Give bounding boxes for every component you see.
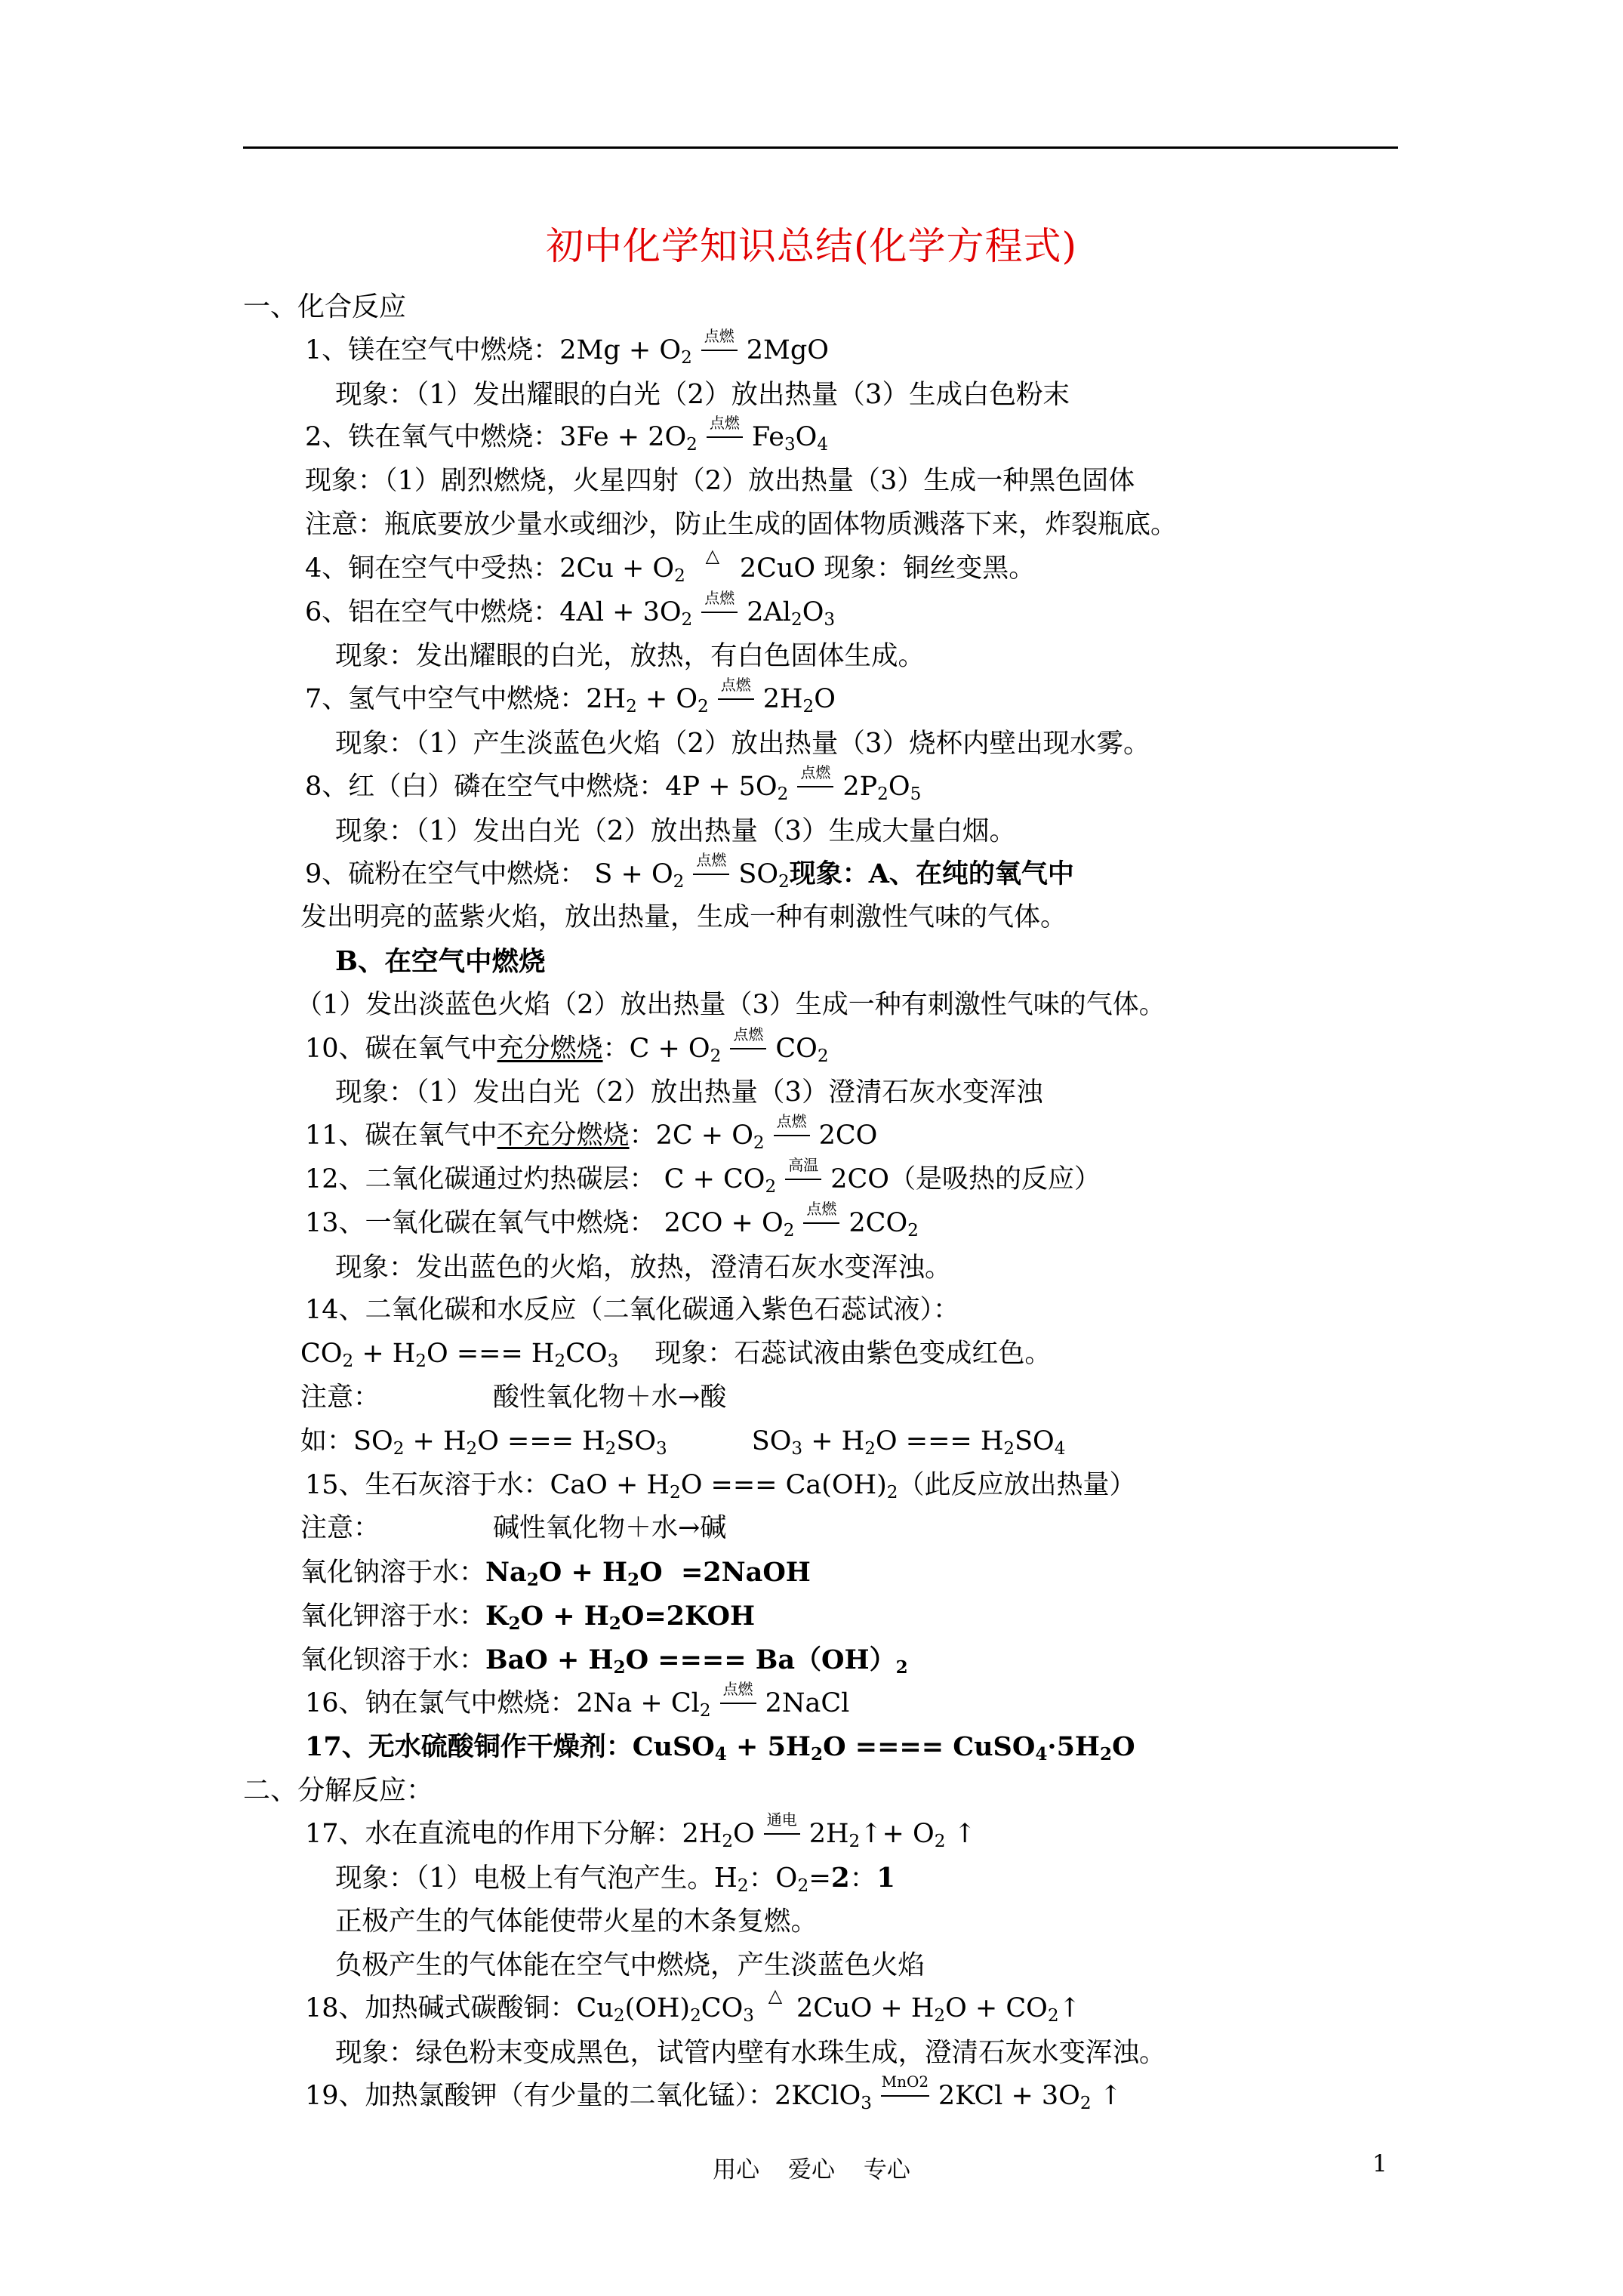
condition-mark: 点燃 — [727, 1028, 769, 1059]
condition-mark: 点燃 — [715, 679, 757, 709]
condition-mark: 高温 — [782, 1159, 824, 1189]
observation-text: 现象：（1）产生淡蓝色火焰（2）放出热量（3）烧杯内壁出现水雾。 — [335, 727, 1150, 759]
note-text: 注意： 酸性氧化物＋水→酸 — [300, 1382, 727, 1413]
observation-text: 现象：（1）发出白光（2）放出热量（3）生成大量白烟。 — [335, 815, 1017, 846]
list-item: 14、二氧化碳和水反应（二氧化碳通入紫色石蕊试液）： — [305, 1295, 960, 1326]
section-heading-combination: 一、化合反应 — [243, 291, 407, 322]
condition-mark: 点燃 — [690, 854, 732, 884]
list-item: 11、碳在氧气中不充分燃烧：$2C + O_2$ 点燃 2CO — [305, 1112, 878, 1153]
footer-motto: 用心 爱心 专心 — [713, 2156, 910, 2184]
list-item: 16、钠在氯气中燃烧：$2Na + Cl_2$ 点燃 2NaCl — [305, 1679, 850, 1721]
equation-line: 氧化钾溶于水：$K_2O + H_2O=2KOH$ — [300, 1600, 756, 1634]
observation-text: 正极产生的气体能使带火星的木条复燃。 — [335, 1906, 818, 1937]
page-title: 初中化学知识总结(化学方程式) — [545, 224, 1077, 268]
list-item: 17、水在直流电的作用下分解：$2H_2O$ 通电 $2H_2↑+ O_2$ ↑ — [305, 1810, 976, 1851]
list-item: 6、铝在空气中燃烧：$4Al + 3O_2$ 点燃 $2Al_2O_3$ — [305, 588, 836, 630]
condition-mark: 点燃 — [717, 1683, 759, 1713]
list-item: 1、镁在空气中燃烧：$2Mg + O_2$ 点燃 2MgO — [305, 326, 829, 368]
condition-mark: 点燃 — [800, 1203, 842, 1233]
observation-text: 现象：发出耀眼的白光，放热，有白色固体生成。 — [335, 640, 925, 672]
list-item: 15、生石灰溶于水：CaO + $H_2O$ === $Ca(OH)_2$（此反应放出热量） — [305, 1469, 1136, 1502]
observation-text: 现象：（1）发出耀眼的白光（2）放出热量（3）生成白色粉末 — [335, 378, 1070, 410]
equation-line: $CO_2 + H_2O$ === $H_2CO_3$ 现象：石蕊试液由紫色变成红色。 — [300, 1339, 1052, 1371]
observation-text: 现象：（1）发出白光（2）放出热量（3）澄清石灰水变浑浊 — [335, 1077, 1043, 1108]
list-item: 4、铜在空气中受热：$2Cu + O_2$ △ 2CuO 现象：铜丝变黑。 — [305, 544, 1036, 586]
equation-line: 氧化钡溶于水：BaO + $H_2O$ ==== $Ba(OH)_2$ — [300, 1644, 908, 1678]
header-rule — [243, 146, 1398, 149]
note-text: 注意： 碱性氧化物＋水→碱 — [300, 1513, 727, 1544]
observation-text: 发出明亮的蓝紫火焰，放出热量，生成一种有刺激性气味的气体。 — [300, 902, 1067, 933]
section-heading-decomposition: 二、分解反应： — [243, 1775, 434, 1807]
condition-mark: △ — [768, 1985, 783, 2007]
condition-mark: 点燃 — [794, 766, 836, 797]
observation-text: 现象：（1）剧烈燃烧，火星四射（2）放出热量（3）生成一种黑色固体 — [305, 466, 1135, 497]
list-item: 17、无水硫酸铜作干燥剂：CuSO$_4$ + $5H_2O$ ==== $CuSO_4\cdot 5H_2O$ — [305, 1731, 1135, 1765]
list-item: 19、加热氯酸钾（有少量的二氧化锰）：2KClO$_3$ MnO2 $2KCl + 3O_2$ ↑ — [305, 2072, 1123, 2113]
equation-line: 如：$SO_2 + H_2O$ === $H_2SO_3$ $SO_3 + H_2O$ === $H_2SO_4$ — [300, 1425, 1066, 1459]
observation-text: 负极产生的气体能在空气中燃烧，产生淡蓝色火焰 — [335, 1949, 925, 1981]
page-number: 1 — [1372, 2150, 1387, 2177]
condition-mark: △ — [705, 544, 720, 566]
observation-text: 现象：（1）电极上有气泡产生。$H_2$：$O_2=2$：1 — [335, 1862, 895, 1896]
condition-mark: 通电 — [761, 1814, 803, 1844]
list-item: 7、氢气中空气中燃烧：$2H_2 + O_2$ 点燃 $2H_2O$ — [305, 676, 836, 717]
note-text: 注意：瓶底要放少量水或细沙，防止生成的固体物质溅落下来，炸裂瓶底。 — [305, 509, 1178, 540]
list-item: 8、红（白）磷在空气中燃烧：$4P + 5O_2$ 点燃 $2P_2O_5$ — [305, 763, 922, 804]
list-item: 13、一氧化碳在氧气中燃烧： $2CO + O_2$ 点燃 $2CO_2$ — [305, 1199, 919, 1240]
list-item: 18、加热碱式碳酸铜：$Cu_2(OH)_2CO_3$ △ $2CuO + H_2O$ + $CO_2↑$ — [305, 1985, 1081, 2026]
observation-text: B、在空气中燃烧 — [335, 945, 546, 977]
condition-mark: MnO2 — [878, 2076, 932, 2106]
observation-text: 现象：绿色粉末变成黑色，试管内壁有水珠生成，澄清石灰水变浑浊。 — [335, 2036, 1166, 2068]
list-item: 2、铁在氧气中燃烧：$3Fe + 2O_2$ 点燃 $Fe_3O_4$ — [305, 414, 829, 455]
list-item: 9、硫粉在空气中燃烧： $S + O_2$ 点燃 $SO_2$现象：A、在纯的氧气中 — [305, 851, 1074, 892]
observation-text: （1）发出淡蓝色火焰（2）放出热量（3）生成一种有刺激性气味的气体。 — [296, 989, 1166, 1020]
condition-mark: 点燃 — [771, 1115, 813, 1145]
document-body — [243, 285, 1421, 2118]
condition-mark: 点燃 — [698, 592, 741, 622]
condition-mark: 点燃 — [698, 330, 741, 360]
list-item: 10、碳在氧气中充分燃烧：$C + O_2$ 点燃 $CO_2$ — [305, 1025, 829, 1066]
list-item: 12、二氧化碳通过灼热碳层： $C + CO_2$ 高温 2CO（是吸热的反应） — [305, 1155, 1101, 1197]
condition-mark: 点燃 — [704, 417, 746, 447]
equation-line: 氧化钠溶于水：$Na_2O + H_2O$ =2NaOH — [300, 1557, 811, 1590]
observation-text: 现象：发出蓝色的火焰，放热，澄清石灰水变浑浊。 — [335, 1251, 952, 1283]
